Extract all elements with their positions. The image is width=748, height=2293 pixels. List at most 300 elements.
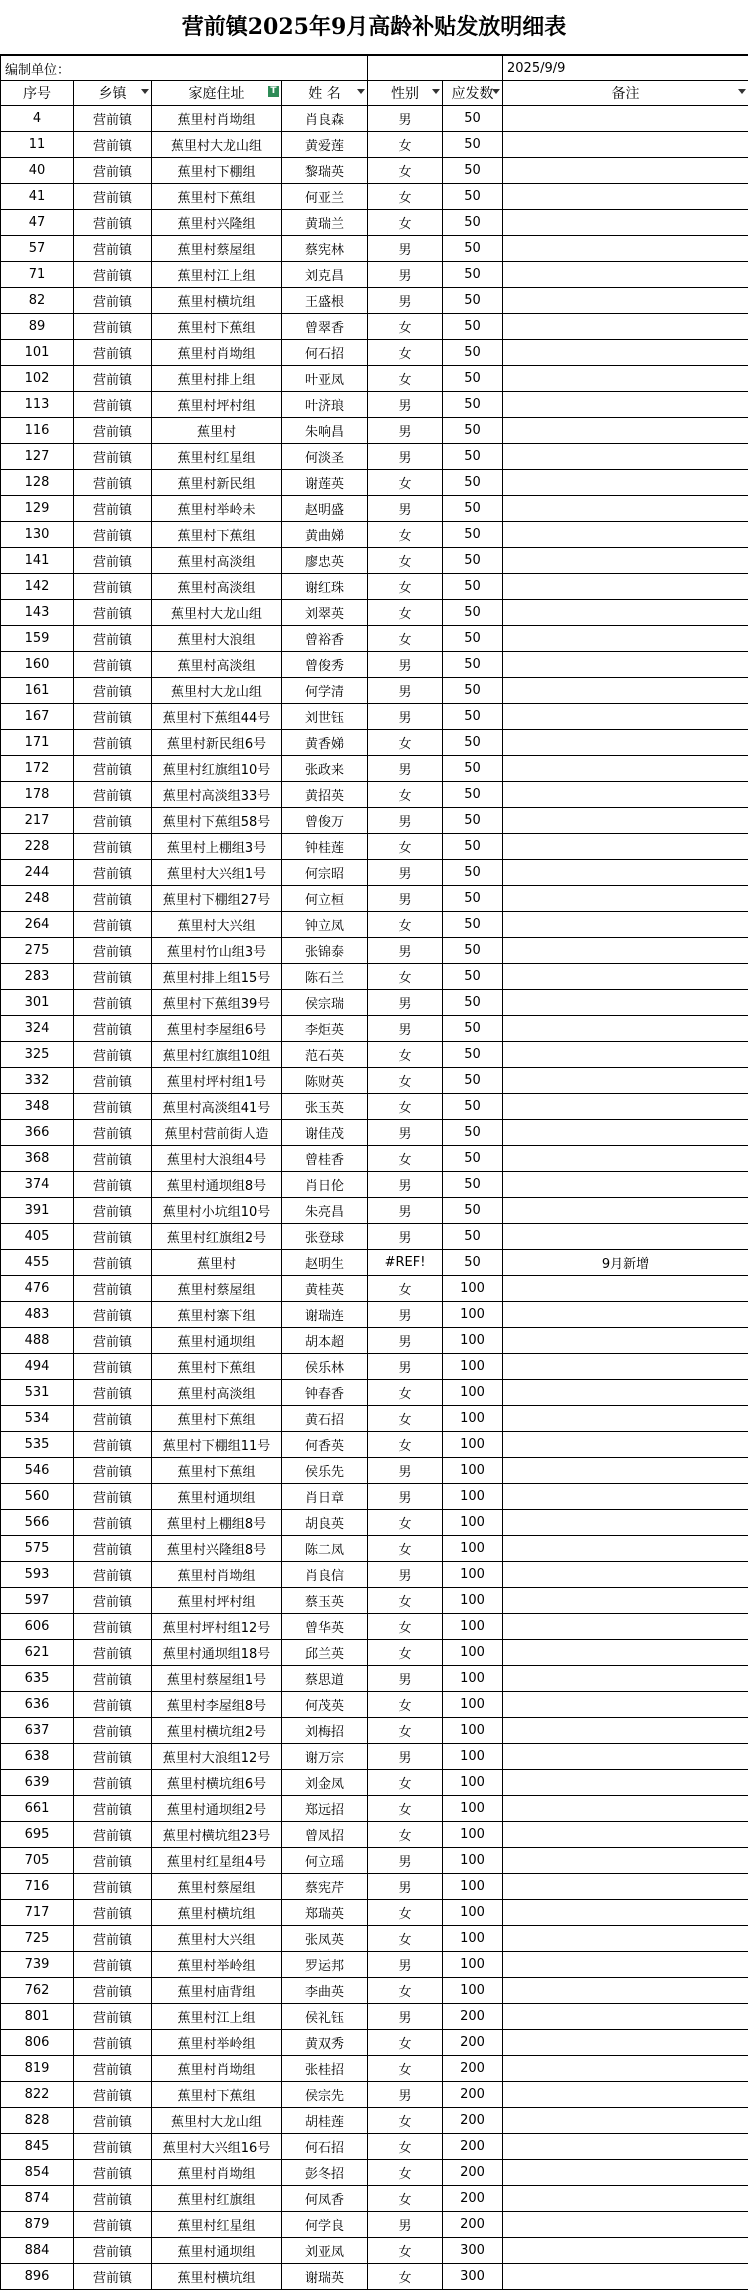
column-header[interactable]: [282, 81, 368, 106]
gender-cell[interactable]: 男: [368, 262, 443, 288]
town-cell[interactable]: 营前镇: [74, 2108, 152, 2134]
remark-cell[interactable]: [503, 1484, 748, 1510]
amount-cell[interactable]: 50: [443, 1172, 503, 1198]
remark-cell[interactable]: [503, 496, 748, 522]
amount-cell[interactable]: 50: [443, 1042, 503, 1068]
name-cell[interactable]: 曾凤招: [282, 1822, 368, 1848]
serial-cell[interactable]: 89: [1, 314, 74, 340]
name-cell[interactable]: 侯宗先: [282, 2082, 368, 2108]
remark-cell[interactable]: [503, 106, 748, 132]
town-cell[interactable]: 营前镇: [74, 2030, 152, 2056]
remark-cell[interactable]: [503, 990, 748, 1016]
town-cell[interactable]: 营前镇: [74, 1510, 152, 1536]
name-cell[interactable]: 张凤英: [282, 1926, 368, 1952]
gender-cell[interactable]: 男: [368, 2082, 443, 2108]
amount-cell[interactable]: 100: [443, 1510, 503, 1536]
address-cell[interactable]: 蕉里村寨下组: [152, 1302, 282, 1328]
gender-cell[interactable]: 男: [368, 1458, 443, 1484]
serial-cell[interactable]: 40: [1, 158, 74, 184]
address-cell[interactable]: 蕉里村横坑组23号: [152, 1822, 282, 1848]
remark-cell[interactable]: [503, 1328, 748, 1354]
address-cell[interactable]: 蕉里村肖坳组: [152, 2160, 282, 2186]
gender-cell[interactable]: 男: [368, 860, 443, 886]
address-cell[interactable]: 蕉里村新民组: [152, 470, 282, 496]
gender-cell[interactable]: 女: [368, 522, 443, 548]
remark-cell[interactable]: [503, 288, 748, 314]
filter-dropdown-icon[interactable]: [432, 89, 440, 94]
town-cell[interactable]: 营前镇: [74, 886, 152, 912]
address-cell[interactable]: 蕉里村大浪组: [152, 626, 282, 652]
amount-cell[interactable]: 50: [443, 1016, 503, 1042]
town-cell[interactable]: 营前镇: [74, 1614, 152, 1640]
serial-cell[interactable]: 102: [1, 366, 74, 392]
amount-cell[interactable]: 50: [443, 860, 503, 886]
address-cell[interactable]: 蕉里村大兴组: [152, 912, 282, 938]
serial-cell[interactable]: 228: [1, 834, 74, 860]
amount-cell[interactable]: 50: [443, 392, 503, 418]
remark-cell[interactable]: [503, 756, 748, 782]
address-cell[interactable]: 蕉里村坪村组: [152, 392, 282, 418]
address-cell[interactable]: 蕉里村高淡组: [152, 574, 282, 600]
amount-cell[interactable]: 50: [443, 704, 503, 730]
gender-cell[interactable]: 男: [368, 1484, 443, 1510]
name-cell[interactable]: 曾俊秀: [282, 652, 368, 678]
town-cell[interactable]: 营前镇: [74, 236, 152, 262]
gender-cell[interactable]: 男: [368, 808, 443, 834]
gender-cell[interactable]: 女: [368, 782, 443, 808]
remark-cell[interactable]: [503, 236, 748, 262]
name-cell[interactable]: 廖忠英: [282, 548, 368, 574]
town-cell[interactable]: 营前镇: [74, 1068, 152, 1094]
gender-cell[interactable]: 女: [368, 548, 443, 574]
gender-cell[interactable]: 女: [368, 1094, 443, 1120]
name-cell[interactable]: 谢瑞英: [282, 2264, 368, 2290]
address-cell[interactable]: 蕉里村举岭组: [152, 1952, 282, 1978]
serial-cell[interactable]: 116: [1, 418, 74, 444]
address-cell[interactable]: 蕉里村下蕉组: [152, 1406, 282, 1432]
serial-cell[interactable]: 129: [1, 496, 74, 522]
town-cell[interactable]: 营前镇: [74, 1276, 152, 1302]
name-cell[interactable]: 张桂招: [282, 2056, 368, 2082]
remark-cell[interactable]: [503, 2264, 748, 2290]
town-cell[interactable]: 营前镇: [74, 210, 152, 236]
remark-cell[interactable]: [503, 1718, 748, 1744]
town-cell[interactable]: 营前镇: [74, 756, 152, 782]
remark-cell[interactable]: [503, 1692, 748, 1718]
address-cell[interactable]: 蕉里村大浪组12号: [152, 1744, 282, 1770]
serial-cell[interactable]: 762: [1, 1978, 74, 2004]
gender-cell[interactable]: 女: [368, 912, 443, 938]
serial-cell[interactable]: 275: [1, 938, 74, 964]
gender-cell[interactable]: 女: [368, 158, 443, 184]
name-cell[interactable]: 刘亚凤: [282, 2238, 368, 2264]
gender-cell[interactable]: 男: [368, 444, 443, 470]
name-cell[interactable]: 何凤香: [282, 2186, 368, 2212]
amount-cell[interactable]: 200: [443, 2030, 503, 2056]
gender-cell[interactable]: 女: [368, 470, 443, 496]
name-cell[interactable]: 朱亮昌: [282, 1198, 368, 1224]
serial-cell[interactable]: 57: [1, 236, 74, 262]
address-cell[interactable]: 蕉里村兴隆组: [152, 210, 282, 236]
serial-cell[interactable]: 4: [1, 106, 74, 132]
gender-cell[interactable]: 女: [368, 366, 443, 392]
address-cell[interactable]: 蕉里村江上组: [152, 262, 282, 288]
gender-cell[interactable]: 男: [368, 678, 443, 704]
remark-cell[interactable]: [503, 1068, 748, 1094]
remark-cell[interactable]: [503, 444, 748, 470]
amount-cell[interactable]: 200: [443, 2134, 503, 2160]
town-cell[interactable]: 营前镇: [74, 470, 152, 496]
name-cell[interactable]: 钟春香: [282, 1380, 368, 1406]
name-cell[interactable]: 何香英: [282, 1432, 368, 1458]
remark-cell[interactable]: [503, 470, 748, 496]
name-cell[interactable]: 何淡圣: [282, 444, 368, 470]
name-cell[interactable]: 侯礼钰: [282, 2004, 368, 2030]
gender-cell[interactable]: 女: [368, 964, 443, 990]
serial-cell[interactable]: 325: [1, 1042, 74, 1068]
town-cell[interactable]: 营前镇: [74, 340, 152, 366]
address-cell[interactable]: 蕉里村大兴组16号: [152, 2134, 282, 2160]
name-cell[interactable]: 曾翠香: [282, 314, 368, 340]
gender-cell[interactable]: 男: [368, 496, 443, 522]
gender-cell[interactable]: 男: [368, 1302, 443, 1328]
serial-cell[interactable]: 739: [1, 1952, 74, 1978]
amount-cell[interactable]: 50: [443, 626, 503, 652]
remark-cell[interactable]: [503, 1536, 748, 1562]
name-cell[interactable]: 肖良森: [282, 106, 368, 132]
serial-cell[interactable]: 455: [1, 1250, 74, 1276]
serial-cell[interactable]: 597: [1, 1588, 74, 1614]
amount-cell[interactable]: 100: [443, 1796, 503, 1822]
remark-cell[interactable]: [503, 392, 748, 418]
amount-cell[interactable]: 50: [443, 1146, 503, 1172]
gender-cell[interactable]: 女: [368, 340, 443, 366]
serial-cell[interactable]: 695: [1, 1822, 74, 1848]
gender-cell[interactable]: 女: [368, 2160, 443, 2186]
town-cell[interactable]: 营前镇: [74, 366, 152, 392]
town-cell[interactable]: 营前镇: [74, 184, 152, 210]
remark-cell[interactable]: [503, 600, 748, 626]
name-cell[interactable]: 赵明盛: [282, 496, 368, 522]
amount-cell[interactable]: 100: [443, 1406, 503, 1432]
gender-cell[interactable]: 女: [368, 1276, 443, 1302]
town-cell[interactable]: 营前镇: [74, 1562, 152, 1588]
town-cell[interactable]: 营前镇: [74, 1692, 152, 1718]
address-cell[interactable]: 蕉里村下蕉组: [152, 522, 282, 548]
remark-cell[interactable]: [503, 418, 748, 444]
serial-cell[interactable]: 637: [1, 1718, 74, 1744]
address-cell[interactable]: 蕉里村下蕉组: [152, 1458, 282, 1484]
address-cell[interactable]: 蕉里村红星组: [152, 444, 282, 470]
address-cell[interactable]: 蕉里村大兴组1号: [152, 860, 282, 886]
town-cell[interactable]: 营前镇: [74, 106, 152, 132]
remark-cell[interactable]: [503, 1614, 748, 1640]
address-cell[interactable]: 蕉里村上棚组8号: [152, 1510, 282, 1536]
address-cell[interactable]: 蕉里村红旗组10组: [152, 1042, 282, 1068]
address-cell[interactable]: 蕉里村小坑组10号: [152, 1198, 282, 1224]
name-cell[interactable]: 蔡思道: [282, 1666, 368, 1692]
serial-cell[interactable]: 172: [1, 756, 74, 782]
amount-cell[interactable]: 100: [443, 1458, 503, 1484]
name-cell[interactable]: 谢瑞连: [282, 1302, 368, 1328]
town-cell[interactable]: 营前镇: [74, 1224, 152, 1250]
amount-cell[interactable]: 300: [443, 2264, 503, 2290]
amount-cell[interactable]: 50: [443, 444, 503, 470]
gender-cell[interactable]: 男: [368, 418, 443, 444]
serial-cell[interactable]: 128: [1, 470, 74, 496]
town-cell[interactable]: 营前镇: [74, 2186, 152, 2212]
gender-cell[interactable]: 男: [368, 1562, 443, 1588]
gender-cell[interactable]: 女: [368, 1718, 443, 1744]
address-cell[interactable]: 蕉里村举岭组: [152, 2030, 282, 2056]
town-cell[interactable]: 营前镇: [74, 1458, 152, 1484]
town-cell[interactable]: 营前镇: [74, 444, 152, 470]
amount-cell[interactable]: 50: [443, 288, 503, 314]
name-cell[interactable]: 罗运邦: [282, 1952, 368, 1978]
amount-cell[interactable]: 100: [443, 1640, 503, 1666]
serial-cell[interactable]: 635: [1, 1666, 74, 1692]
gender-cell[interactable]: 男: [368, 756, 443, 782]
remark-cell[interactable]: [503, 2212, 748, 2238]
name-cell[interactable]: 王盛根: [282, 288, 368, 314]
town-cell[interactable]: 营前镇: [74, 1016, 152, 1042]
serial-cell[interactable]: 11: [1, 132, 74, 158]
gender-cell[interactable]: 男: [368, 2212, 443, 2238]
name-cell[interactable]: 何立瑶: [282, 1848, 368, 1874]
name-cell[interactable]: 胡本超: [282, 1328, 368, 1354]
remark-cell[interactable]: [503, 1796, 748, 1822]
amount-cell[interactable]: 100: [443, 1432, 503, 1458]
town-cell[interactable]: 营前镇: [74, 704, 152, 730]
remark-cell[interactable]: [503, 1042, 748, 1068]
amount-cell[interactable]: 50: [443, 548, 503, 574]
town-cell[interactable]: 营前镇: [74, 1302, 152, 1328]
amount-cell[interactable]: 200: [443, 2082, 503, 2108]
gender-cell[interactable]: 女: [368, 1068, 443, 1094]
amount-cell[interactable]: 50: [443, 470, 503, 496]
address-cell[interactable]: 蕉里村高淡组: [152, 652, 282, 678]
remark-cell[interactable]: [503, 886, 748, 912]
name-cell[interactable]: 刘世钰: [282, 704, 368, 730]
town-cell[interactable]: 营前镇: [74, 964, 152, 990]
town-cell[interactable]: 营前镇: [74, 418, 152, 444]
address-cell[interactable]: 蕉里村下蕉组: [152, 314, 282, 340]
address-cell[interactable]: 蕉里村大浪组4号: [152, 1146, 282, 1172]
address-cell[interactable]: 蕉里村下蕉组39号: [152, 990, 282, 1016]
remark-cell[interactable]: [503, 1406, 748, 1432]
amount-cell[interactable]: 100: [443, 1978, 503, 2004]
serial-cell[interactable]: 41: [1, 184, 74, 210]
gender-cell[interactable]: 女: [368, 1536, 443, 1562]
town-cell[interactable]: 营前镇: [74, 158, 152, 184]
serial-cell[interactable]: 244: [1, 860, 74, 886]
amount-cell[interactable]: 100: [443, 1614, 503, 1640]
address-cell[interactable]: 蕉里村蔡屋组: [152, 1874, 282, 1900]
address-cell[interactable]: 蕉里村红旗组: [152, 2186, 282, 2212]
serial-cell[interactable]: 391: [1, 1198, 74, 1224]
serial-cell[interactable]: 143: [1, 600, 74, 626]
amount-cell[interactable]: 100: [443, 1562, 503, 1588]
remark-cell[interactable]: [503, 1978, 748, 2004]
serial-cell[interactable]: 264: [1, 912, 74, 938]
name-cell[interactable]: 黄石招: [282, 1406, 368, 1432]
serial-cell[interactable]: 879: [1, 2212, 74, 2238]
amount-cell[interactable]: 100: [443, 1484, 503, 1510]
town-cell[interactable]: 营前镇: [74, 1874, 152, 1900]
gender-cell[interactable]: 女: [368, 1432, 443, 1458]
name-cell[interactable]: 刘金凤: [282, 1770, 368, 1796]
gender-cell[interactable]: 男: [368, 1198, 443, 1224]
gender-cell[interactable]: 女: [368, 2108, 443, 2134]
amount-cell[interactable]: 200: [443, 2056, 503, 2082]
town-cell[interactable]: 营前镇: [74, 288, 152, 314]
amount-cell[interactable]: 50: [443, 808, 503, 834]
serial-cell[interactable]: 819: [1, 2056, 74, 2082]
amount-cell[interactable]: 100: [443, 1588, 503, 1614]
serial-cell[interactable]: 854: [1, 2160, 74, 2186]
remark-cell[interactable]: [503, 340, 748, 366]
address-cell[interactable]: 蕉里村通坝组2号: [152, 1796, 282, 1822]
gender-cell[interactable]: 女: [368, 1588, 443, 1614]
amount-cell[interactable]: 50: [443, 262, 503, 288]
gender-cell[interactable]: 男: [368, 1848, 443, 1874]
name-cell[interactable]: 刘克昌: [282, 262, 368, 288]
address-cell[interactable]: 蕉里村: [152, 418, 282, 444]
gender-cell[interactable]: 男: [368, 886, 443, 912]
column-header[interactable]: [74, 81, 152, 106]
town-cell[interactable]: 营前镇: [74, 2082, 152, 2108]
serial-cell[interactable]: 661: [1, 1796, 74, 1822]
remark-cell[interactable]: [503, 1380, 748, 1406]
amount-cell[interactable]: 100: [443, 1952, 503, 1978]
serial-cell[interactable]: 113: [1, 392, 74, 418]
gender-cell[interactable]: 女: [368, 1146, 443, 1172]
serial-cell[interactable]: 566: [1, 1510, 74, 1536]
serial-cell[interactable]: 717: [1, 1900, 74, 1926]
column-header[interactable]: [443, 81, 503, 106]
remark-cell[interactable]: [503, 1588, 748, 1614]
address-cell[interactable]: 蕉里村红星组: [152, 2212, 282, 2238]
serial-cell[interactable]: 167: [1, 704, 74, 730]
name-cell[interactable]: 黄桂英: [282, 1276, 368, 1302]
remark-cell[interactable]: [503, 1302, 748, 1328]
amount-cell[interactable]: 50: [443, 912, 503, 938]
name-cell[interactable]: 蔡宪林: [282, 236, 368, 262]
gender-cell[interactable]: 女: [368, 600, 443, 626]
name-cell[interactable]: 胡桂莲: [282, 2108, 368, 2134]
address-cell[interactable]: 蕉里村红旗组2号: [152, 1224, 282, 1250]
address-cell[interactable]: 蕉里村营前街人造: [152, 1120, 282, 1146]
town-cell[interactable]: 营前镇: [74, 132, 152, 158]
address-cell[interactable]: 蕉里村上棚组3号: [152, 834, 282, 860]
amount-cell[interactable]: 200: [443, 2212, 503, 2238]
name-cell[interactable]: 郑瑞英: [282, 1900, 368, 1926]
amount-cell[interactable]: 50: [443, 210, 503, 236]
address-cell[interactable]: 蕉里村通坝组8号: [152, 1172, 282, 1198]
town-cell[interactable]: 营前镇: [74, 496, 152, 522]
address-cell[interactable]: 蕉里村兴隆组8号: [152, 1536, 282, 1562]
serial-cell[interactable]: 130: [1, 522, 74, 548]
remark-cell[interactable]: [503, 210, 748, 236]
town-cell[interactable]: 营前镇: [74, 262, 152, 288]
amount-cell[interactable]: 50: [443, 834, 503, 860]
remark-cell[interactable]: [503, 1666, 748, 1692]
gender-cell[interactable]: 女: [368, 1822, 443, 1848]
name-cell[interactable]: 叶济琅: [282, 392, 368, 418]
gender-cell[interactable]: 女: [368, 1380, 443, 1406]
remark-cell[interactable]: [503, 1952, 748, 1978]
name-cell[interactable]: 钟桂莲: [282, 834, 368, 860]
address-cell[interactable]: 蕉里村蔡屋组: [152, 1276, 282, 1302]
gender-cell[interactable]: 男: [368, 1016, 443, 1042]
remark-cell[interactable]: [503, 1172, 748, 1198]
serial-cell[interactable]: 621: [1, 1640, 74, 1666]
remark-cell[interactable]: [503, 704, 748, 730]
town-cell[interactable]: 营前镇: [74, 1770, 152, 1796]
town-cell[interactable]: 营前镇: [74, 2238, 152, 2264]
name-cell[interactable]: 侯乐先: [282, 1458, 368, 1484]
address-cell[interactable]: 蕉里村通坝组18号: [152, 1640, 282, 1666]
gender-cell[interactable]: 男: [368, 1120, 443, 1146]
amount-cell[interactable]: 100: [443, 1926, 503, 1952]
amount-cell[interactable]: 50: [443, 574, 503, 600]
name-cell[interactable]: 谢红珠: [282, 574, 368, 600]
gender-cell[interactable]: 女: [368, 626, 443, 652]
amount-cell[interactable]: 50: [443, 964, 503, 990]
name-cell[interactable]: 黄瑞兰: [282, 210, 368, 236]
serial-cell[interactable]: 636: [1, 1692, 74, 1718]
town-cell[interactable]: 营前镇: [74, 652, 152, 678]
gender-cell[interactable]: 女: [368, 2030, 443, 2056]
name-cell[interactable]: 曾桂香: [282, 1146, 368, 1172]
town-cell[interactable]: 营前镇: [74, 1900, 152, 1926]
amount-cell[interactable]: 100: [443, 1666, 503, 1692]
address-cell[interactable]: 蕉里村横坑组: [152, 2264, 282, 2290]
remark-cell[interactable]: [503, 1198, 748, 1224]
address-cell[interactable]: 蕉里村高淡组: [152, 548, 282, 574]
remark-cell[interactable]: [503, 912, 748, 938]
address-cell[interactable]: 蕉里村李屋组8号: [152, 1692, 282, 1718]
town-cell[interactable]: 营前镇: [74, 1328, 152, 1354]
remark-cell[interactable]: [503, 860, 748, 886]
amount-cell[interactable]: 100: [443, 1744, 503, 1770]
town-cell[interactable]: 营前镇: [74, 574, 152, 600]
gender-cell[interactable]: 女: [368, 1042, 443, 1068]
name-cell[interactable]: 陈石兰: [282, 964, 368, 990]
town-cell[interactable]: 营前镇: [74, 1848, 152, 1874]
town-cell[interactable]: 营前镇: [74, 1926, 152, 1952]
amount-cell[interactable]: 50: [443, 236, 503, 262]
amount-cell[interactable]: 50: [443, 1224, 503, 1250]
town-cell[interactable]: 营前镇: [74, 1796, 152, 1822]
town-cell[interactable]: 营前镇: [74, 522, 152, 548]
remark-cell[interactable]: [503, 548, 748, 574]
address-cell[interactable]: 蕉里村举岭未: [152, 496, 282, 522]
amount-cell[interactable]: 50: [443, 652, 503, 678]
name-cell[interactable]: 侯宗瑞: [282, 990, 368, 1016]
amount-cell[interactable]: 50: [443, 1250, 503, 1276]
name-cell[interactable]: 何学清: [282, 678, 368, 704]
town-cell[interactable]: 营前镇: [74, 548, 152, 574]
town-cell[interactable]: 营前镇: [74, 1666, 152, 1692]
address-cell[interactable]: 蕉里村坪村组12号: [152, 1614, 282, 1640]
name-cell[interactable]: 陈财英: [282, 1068, 368, 1094]
gender-cell[interactable]: #REF!: [368, 1250, 443, 1276]
address-cell[interactable]: 蕉里村: [152, 1250, 282, 1276]
town-cell[interactable]: 营前镇: [74, 912, 152, 938]
amount-cell[interactable]: 50: [443, 990, 503, 1016]
address-cell[interactable]: 蕉里村坪村组1号: [152, 1068, 282, 1094]
